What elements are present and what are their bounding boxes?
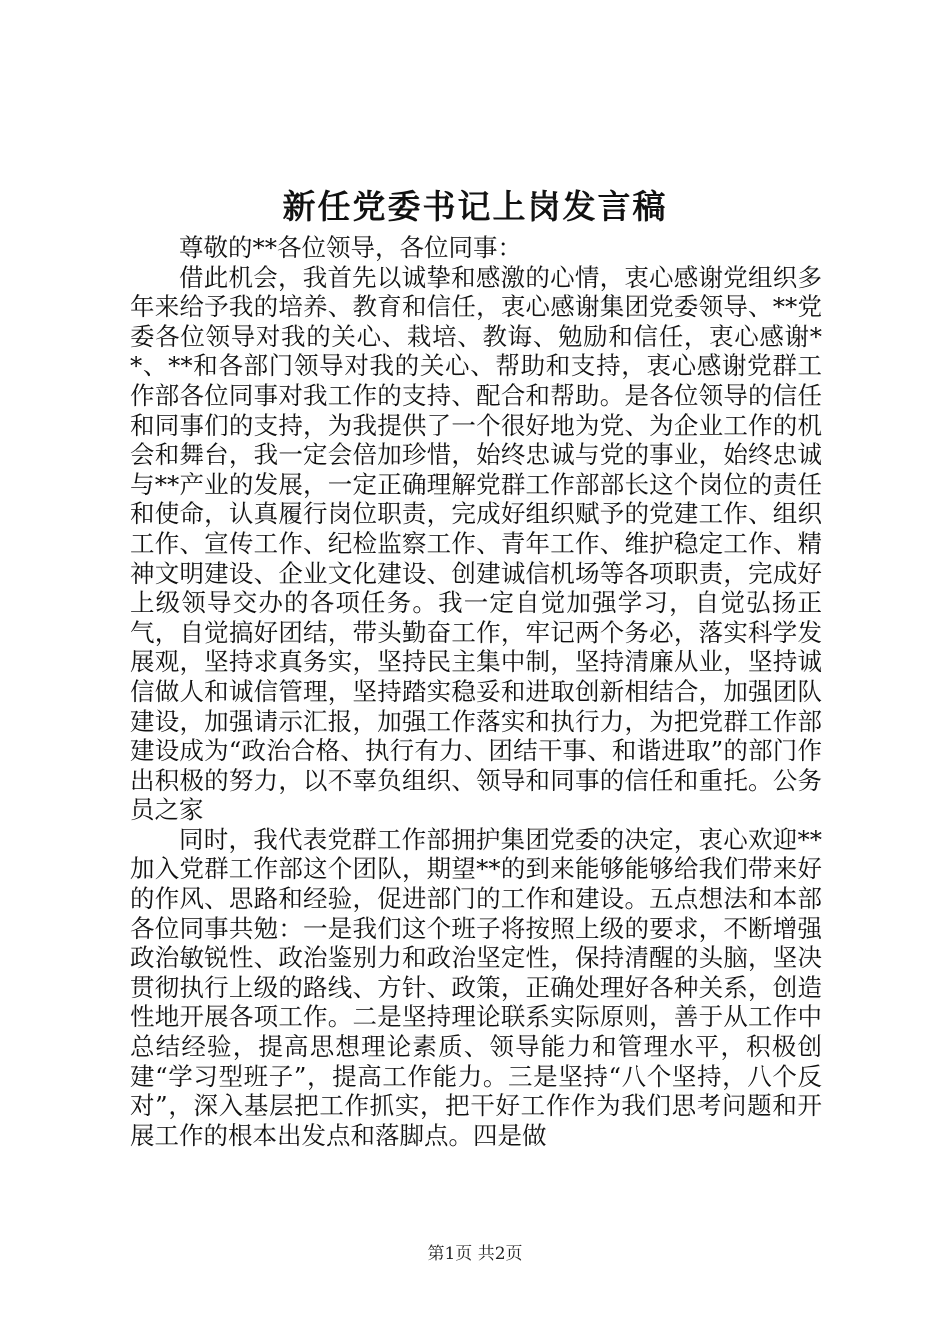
page-footer: 第1页 共2页 bbox=[427, 1244, 523, 1264]
paragraph-1: 借此机会，我首先以诚挚和感激的心情，衷心感谢党组织多年来给予我的培养、教育和信任，衷心感谢集团党委领导、**党委各位领导对我的关心、栽培、教诲、勉励和信任，衷心感谢**、**和各部门领导对我的关心、帮助和支持，衷心感谢党群工作部各位同事对我工作的支持、配合和帮助。是各位领导的信任和同事们的支持，为我提供了一个很好地为党、为企业工作的机会和舞台，我一定会倍加珍惜，始终忠诚与党的事业，始终忠诚与**产业的发展，一定正确理解党群工作部部长这个岗位的责任和使命，认真履行岗位职责，完成好组织赋予的党建工作、组织工作、宣传工作、纪检监察工作、青年工作、维护稳定工作、精神文明建设、企业文化建设、创建诚信机场等各项职责，完成好上级领导交办的各项任务。我一定自觉加强学习，自觉弘扬正气，自觉搞好团结，带头勤奋工作，牢记两个务必，落实科学发展观，坚持求真务实，坚持民主集中制，坚持清廉从业，坚持诚信做人和诚信管理，坚持踏实稳妥和进取创新相结合，加强团队建设，加强请示汇报，加强工作落实和执行力，为把党群工作部建设成为“政治合格、执行有力、团结干事、和谐进取”的部门作出积极的努力，以不辜负组织、领导和同事的信任和重托。公务员之家 bbox=[130, 262, 822, 825]
document-body bbox=[130, 233, 822, 1150]
paragraph-2: 同时，我代表党群工作部拥护集团党委的决定，衷心欢迎**加入党群工作部这个团队，期望**的到来能够能够给我们带来好的作风、思路和经验，促进部门的工作和建设。五点想法和本部各位同事共勉：一是我们这个班子将按照上级的要求，不断增强政治敏锐性、政治鉴别力和政治坚定性，保持清醒的头脑，坚决贯彻执行上级的路线、方针、政策，正确处理好各种关系，创造性地开展各项工作。二是坚持理论联系实际原则，善于从工作中总结经验，提高思想理论素质、领导能力和管理水平，积极创建“学习型班子”，提高工作能力。三是坚持“八个坚持，八个反对”，深入基层把工作抓实，把干好工作作为我们思考问题和开展工作的根本出发点和落脚点。四是做 bbox=[130, 824, 822, 1150]
page-title: 新任党委书记上岗发言稿 bbox=[282, 187, 668, 226]
salutation: 尊敬的**各位领导，各位同事： bbox=[179, 233, 522, 262]
